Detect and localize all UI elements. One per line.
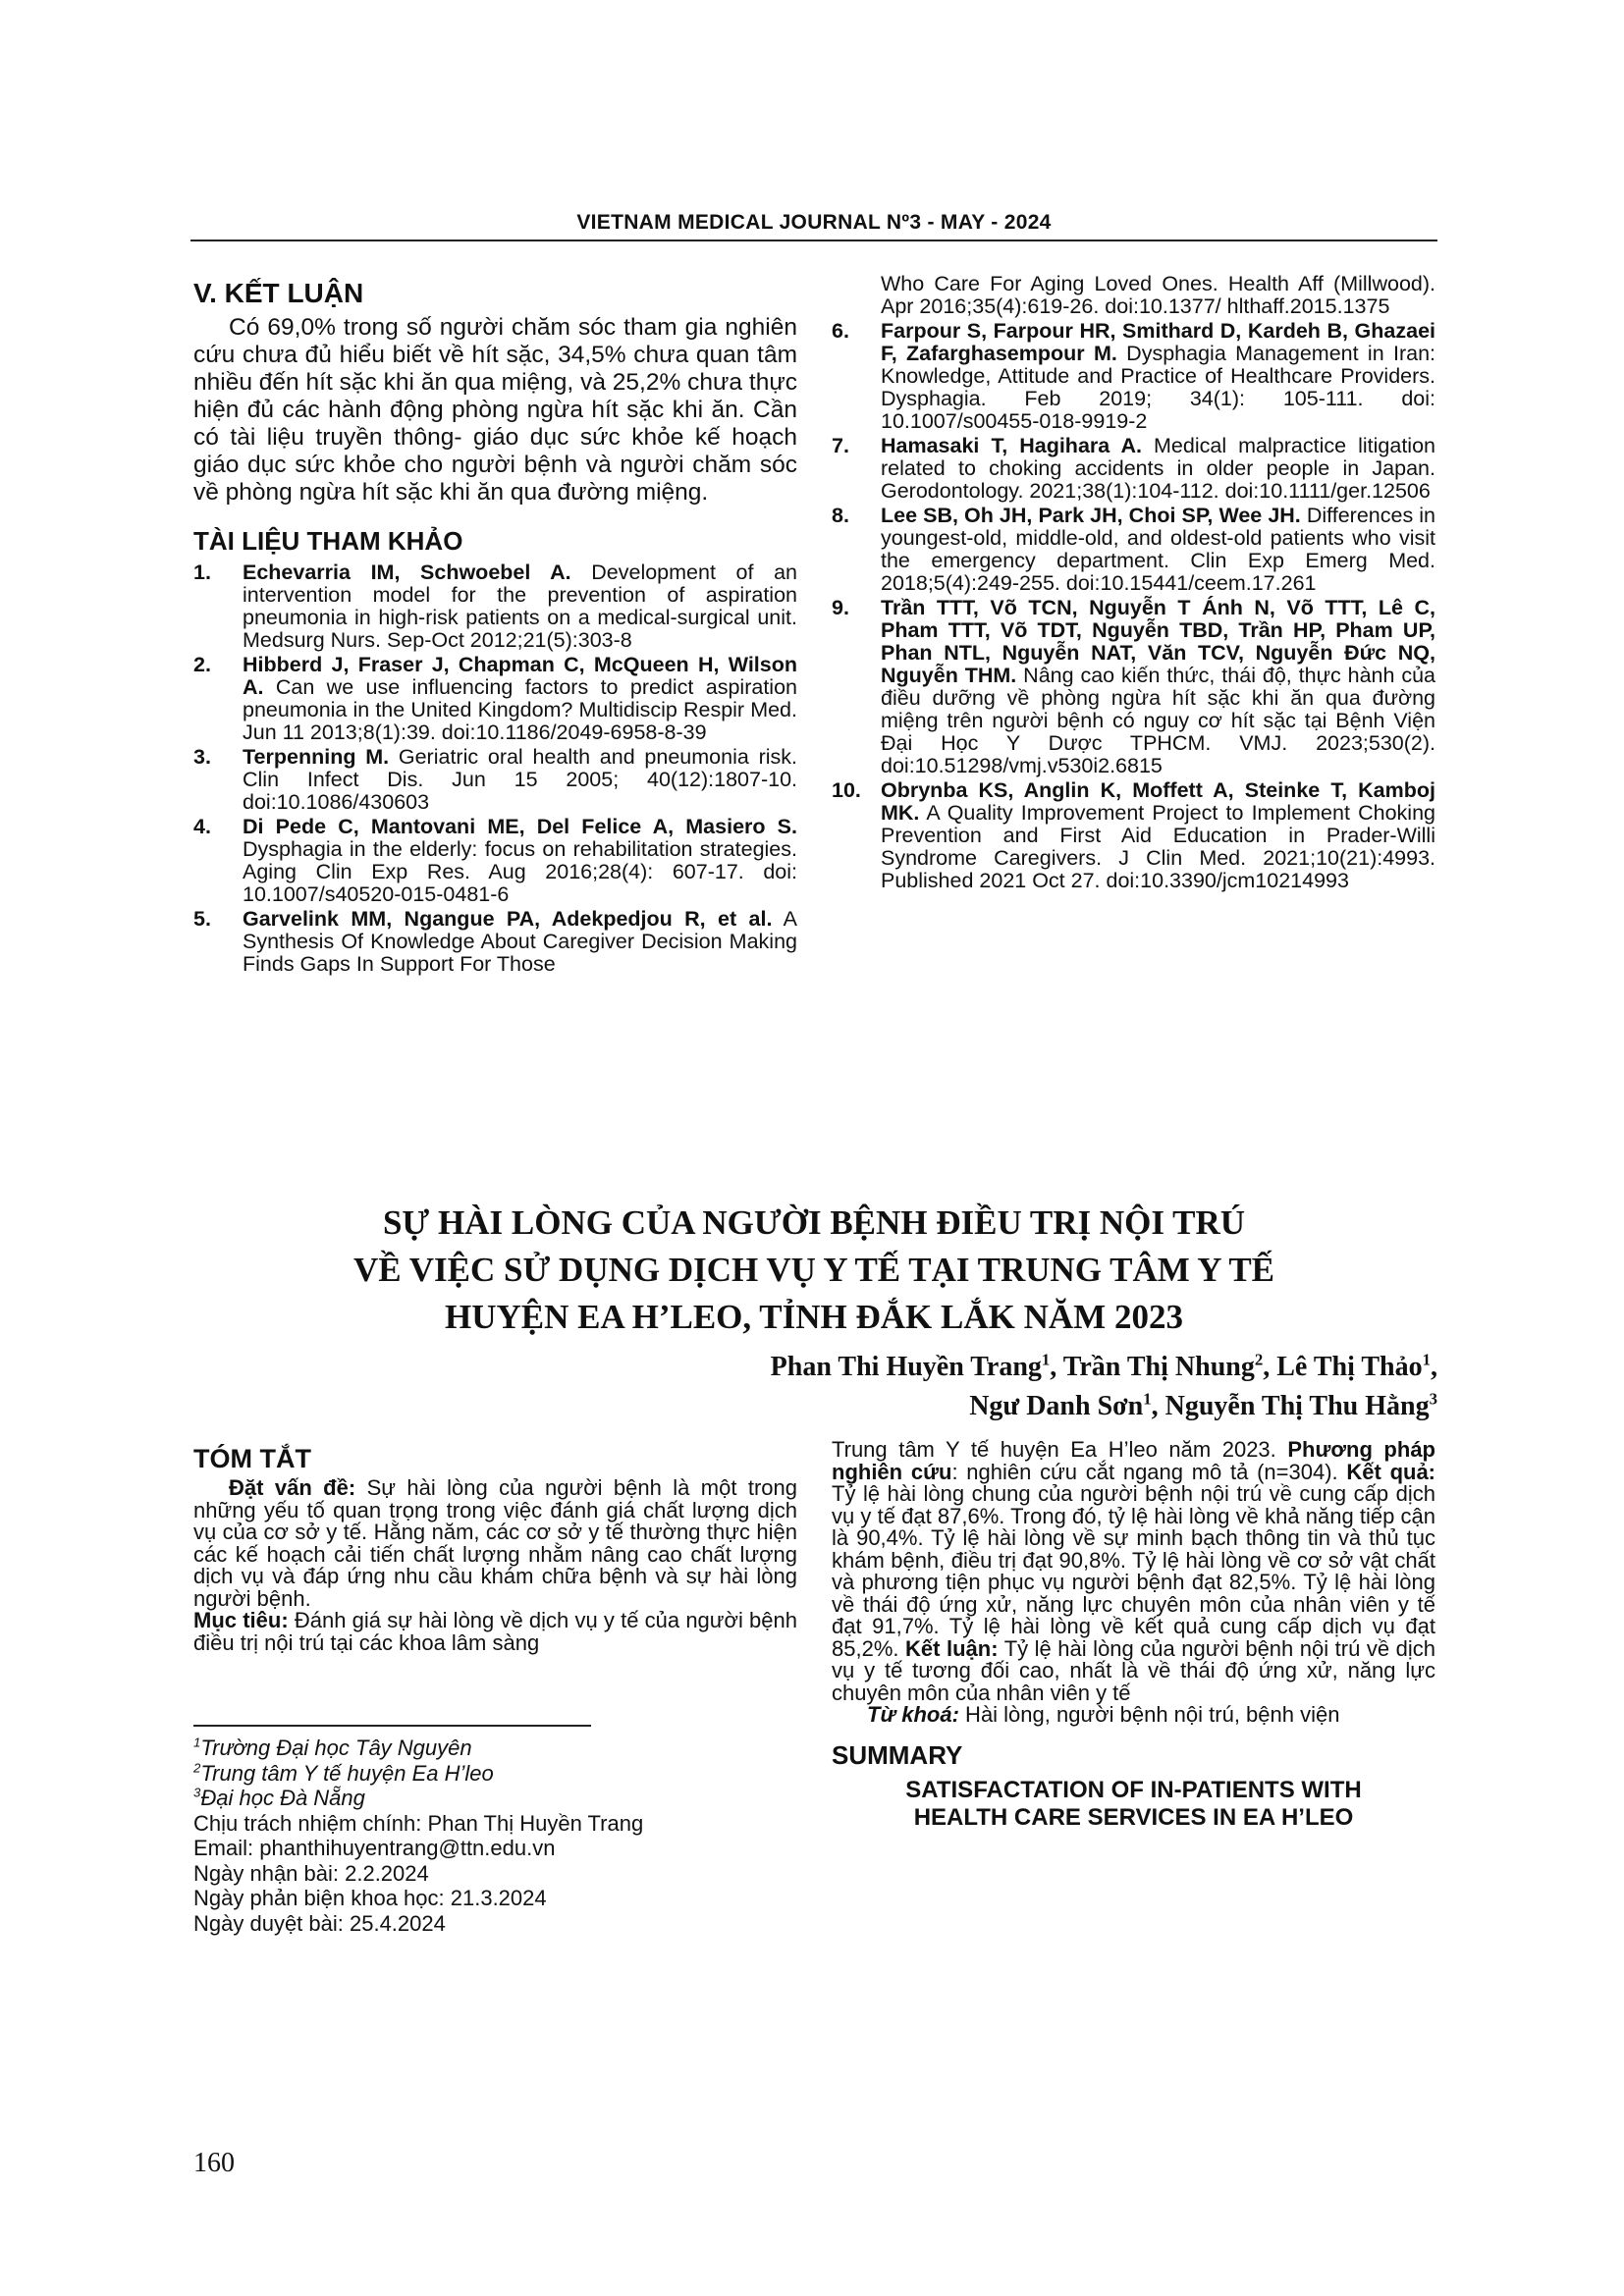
abstract-text: Trung tâm Y tế huyện Ea H’leo năm 2023. Phương pháp nghiên cứu: nghiên cứu cắt ngang mô tả (n=304). Kết quả: Tỷ lệ hài lòng chung của người bệnh nội trú về cung cấp dịch vụ y tế đạt 87,6%. Trong đó, tỷ lệ hài lòng về khả năng tiếp cận là 90,4%. Tỷ lệ hài lòng về sự minh bạch thông tin và thủ tục khám bệnh, điều trị đạt 90,8%. Tỷ lệ hài lòng về cơ sở vật chất và phương tiện phục vụ người bệnh đạt 82,5%. Tỷ lệ hài lòng về thái độ ứng xử, năng lực chuyên môn của nhân viên y tế đạt 91,7%. Tỷ lệ hài lòng về kết quả cung cấp dịch vụ đạt 85,2%. Kết luận: Tỷ lệ hài lòng của người bệnh nội trú về dịch vụ y tế tương đối cao, nhất là về thái độ ứng xử, năng lực chuyên môn của nhân viên y tế	[832, 1437, 1436, 1705]
reference-item: 7. Hamasaki T, Hagihara A. Medical malpractice litigation related to choking accidents in older people in Japan. Gerodontology. 2021;38(1):104-112. doi:10.1111/ger.12506	[832, 434, 1435, 503]
reference-item: 3. Terpenning M. Geriatric oral health and pneumonia risk. Clin Infect Dis. Jun 15 2005; 40(12):1807-10. doi:10.1086/430603	[193, 745, 797, 814]
email: Email: phanthihuyentrang@ttn.edu.vn	[193, 1836, 556, 1860]
header-rule	[190, 240, 1437, 241]
journal-header: VIETNAM MEDICAL JOURNAL Nº3 - MAY - 2024	[576, 211, 1052, 234]
title-line: SỰ HÀI LÒNG CỦA NGƯỜI BỆNH ĐIỀU TRỊ NỘI TRÚ	[382, 1203, 1246, 1242]
keywords: Từ khoá: Hài lòng, người bệnh nội trú, bệnh viện	[867, 1702, 1340, 1727]
conclusion-text: Có 69,0% trong số người chăm sóc tham gia nghiên cứu chưa đủ hiểu biết về hít sặc, 34,5% chưa quan tâm nhiều đến hít sặc khi ăn qua miệng, và 25,2% chưa thực hiện đủ các hành động phòng ngừa hít sặc khi ăn. Cần có tài liệu truyền thông- giáo dục sức khỏe kế hoạch giáo dục sức khỏe cho người bệnh và người chăm sóc về phòng ngừa hít sặc khi ăn qua đường miệng.	[193, 314, 797, 506]
references-heading: TÀI LIỆU THAM KHẢO	[193, 526, 463, 556]
reference-item: 5. Garvelink MM, Ngangue PA, Adekpedjou R, et al. A Synthesis Of Knowledge About Caregiver Decision Making Finds Gaps In Support For Those	[193, 907, 797, 976]
footnote-rule	[193, 1725, 591, 1727]
references-list-left	[193, 561, 797, 976]
abstract-left	[193, 1442, 797, 1654]
summary-heading: SUMMARY	[832, 1739, 963, 1770]
reference-item: 8. Lee SB, Oh JH, Park JH, Choi SP, Wee JH. Differences in youngest-old, middle-old, and oldest-old patients who visit the emergency department. Clin Exp Emerg Med. 2018;5(4):249-255. doi:10.15441/ceem.17.261	[832, 504, 1436, 595]
title-line: HUYỆN EA H’LEO, TỈNH ĐẮK LẮK NĂM 2023	[445, 1298, 1183, 1336]
footnotes	[193, 1735, 797, 1936]
title-line: VỀ VIỆC SỬ DỤNG DỊCH VỤ Y TẾ TẠI TRUNG TÂM Y TẾ	[352, 1251, 1275, 1289]
author-list: Phan Thi Huyền Trang$^1$, Trần Thị Nhung$^2$, Lê Thị Thảo$^1$, Ngư Danh Sơn$^1$, Nguyễn Thị Thu Hằng$^3$	[770, 1350, 1437, 1421]
author-name: Nguyễn Thị Thu Hằng	[1164, 1391, 1430, 1421]
abstract-heading: TÓM TẮT	[193, 1444, 311, 1473]
left-column	[193, 277, 797, 978]
date-accepted: Ngày duyệt bài: 25.4.2024	[193, 1910, 446, 1936]
date-reviewed: Ngày phản biện khoa học: 21.3.2024	[193, 1886, 547, 1910]
affiliation: $^2$Trung tâm Y tế huyện Ea H’leo	[193, 1760, 494, 1786]
author-name: Trần Thị Nhung	[1062, 1352, 1255, 1382]
abstract-text: Đặt vấn đề: Sự hài lòng của người bệnh là một trong những yếu tố quan trọng trong việc đánh giá chất lượng dịch vụ của cơ sở y tế. Hằng năm, các cơ sở y tế thường thực hiện các kế hoạch cải tiến chất lượng nhằm nâng cao chất lượng dịch vụ và đáp ứng nhu cầu khám chữa bệnh và sự hài lòng người bệnh.	[193, 1475, 797, 1611]
affiliation: $^3$Đại học Đà Nẵng	[193, 1785, 365, 1810]
abstract-text: Mục tiêu: Đánh giá sự hài lòng về dịch vụ y tế của người bệnh điều trị nội trú tại các khoa lâm sàng	[193, 1608, 797, 1655]
references-list-right	[832, 320, 1435, 892]
conclusion-heading: V. KẾT LUẬN	[193, 278, 364, 308]
summary-title: SATISFACTATION OF IN-PATIENTS WITH	[905, 1776, 1362, 1803]
reference-item: 9. Trần TTT, Võ TCN, Nguyễn T Ánh N, Võ TTT, Lê C, Pham TTT, Võ TDT, Nguyễn TBD, Trần HP, Pham UP, Phan NTL, Nguyễn NAT, Văn TCV, Nguyễn Đức NQ, Nguyễn THM. Nâng cao kiến thức, thái độ, thực hành của điều dưỡng về phòng ngừa hít sặc khi ăn qua đường miệng trên người bệnh có nguy cơ hít sặc tại Bệnh Viện Đại Học Y Dược TPHCM. VMJ. 2023;530(2). doi:10.51298/vmj.v530i2.6815	[832, 596, 1435, 777]
reference-item: 1. Echevarria IM, Schwoebel A. Development of an intervention model for the prevention of aspiration pneumonia in high-risk patients on a medical-surgical unit. Medsurg Nurs. Sep-Oct 2012;21(5):303-8	[193, 561, 797, 652]
reference-item: 2. Hibberd J, Fraser J, Chapman C, McQueen H, Wilson A. Can we use influencing factors to predict aspiration pneumonia in the United Kingdom? Multidiscip Respir Med. Jun 11 2013;8(1):39. doi:10.1186/2049-6958-8-39	[193, 653, 797, 744]
page-number: 160	[193, 2148, 235, 2178]
reference-item: 10. Obrynba KS, Anglin K, Moffett A, Steinke T, Kamboj MK. A Quality Improvement Project to Implement Choking Prevention and First Aid Education in Prader-Willi Syndrome Caregivers. J Clin Med. 2021;10(21):4993. Published 2021 Oct 27. doi:10.3390/jcm10214993	[832, 778, 1435, 892]
responsible-author: Chịu trách nhiệm chính: Phan Thị Huyền Trang	[193, 1810, 644, 1836]
abstract-right	[832, 1439, 1435, 1832]
reference-item: 6. Farpour S, Farpour HR, Smithard D, Kardeh B, Ghazaei F, Zafarghasempour M. Dysphagia Management in Iran: Knowledge, Attitude and Practice of Healthcare Providers. Dysphagia. Feb 2019; 34(1): 105-111. doi: 10.1007/s00455-018-9919-2	[832, 319, 1435, 433]
reference-continuation: Who Care For Aging Loved Ones. Health Aff (Millwood). Apr 2016;35(4):619-26. doi:10.1377/ hlthaff.2015.1375	[881, 272, 1435, 318]
article-title	[190, 1200, 1437, 1341]
affiliation: $^1$Trường Đại học Tây Nguyên	[193, 1735, 472, 1760]
summary-title: HEALTH CARE SERVICES IN EA H’LEO	[913, 1803, 1354, 1831]
date-received: Ngày nhận bài: 2.2.2024	[193, 1860, 429, 1886]
author-name: Ngư Danh Sơn	[969, 1391, 1144, 1421]
right-column	[832, 273, 1435, 894]
author-name: Lê Thị Thảo	[1276, 1352, 1423, 1382]
author-name: Phan Thi Huyền Trang	[770, 1352, 1042, 1382]
reference-item: 4. Di Pede C, Mantovani ME, Del Felice A, Masiero S. Dysphagia in the elderly: focus on rehabilitation strategies. Aging Clin Exp Res. Aug 2016;28(4): 607-17. doi: 10.1007/s40520-015-0481-6	[193, 815, 797, 906]
